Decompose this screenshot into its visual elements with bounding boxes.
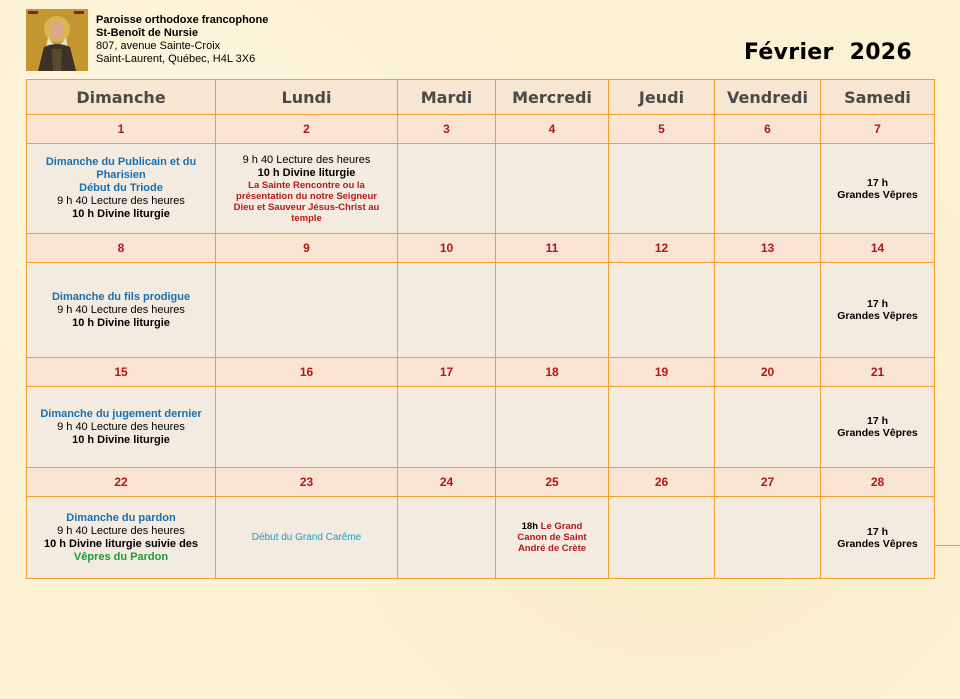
event-liturgy: 10 h Divine liturgie <box>72 316 170 329</box>
event-title: Dimanche du fils prodigue <box>51 290 191 303</box>
day-cell <box>216 387 398 468</box>
event-time: 17 h <box>866 176 888 189</box>
day-cell-saturday <box>821 144 935 234</box>
weekday-sunday: Dimanche <box>27 80 216 115</box>
parish-street: 807, avenue Sainte-Croix <box>96 40 221 52</box>
events-row <box>27 263 935 358</box>
day-cell <box>398 387 496 468</box>
date-number: 21 <box>821 358 935 387</box>
weekday-friday: Vendredi <box>715 80 821 115</box>
date-number: 8 <box>27 234 216 263</box>
date-number: 18 <box>496 358 609 387</box>
event-time: 17 h <box>866 415 888 427</box>
date-number: 2 <box>216 115 398 144</box>
event-time: 18h <box>521 521 539 532</box>
day-cell <box>398 144 496 234</box>
date-number: 1 <box>27 115 216 144</box>
date-number: 23 <box>216 468 398 497</box>
day-cell <box>609 144 715 234</box>
event-hours: 9 h 40 Lecture des heures <box>57 420 185 433</box>
event-title: Dimanche du Publicain et du Pharisien <box>45 156 197 181</box>
day-cell-sunday <box>27 387 216 468</box>
day-cell <box>715 144 821 234</box>
day-cell <box>715 497 821 579</box>
weekday-saturday: Samedi <box>821 80 935 115</box>
day-cell-sunday <box>27 497 216 579</box>
event-liturgy: 10 h Divine liturgie <box>257 166 356 179</box>
event-liturgy: 10 h Divine liturgie <box>72 208 170 220</box>
event-liturgy: 10 h Divine liturgie suivie des <box>43 537 199 550</box>
event-title: Le Grand Canon de Saint André de Crète <box>517 521 587 554</box>
event-liturgy: 10 h Divine liturgie <box>72 433 170 446</box>
day-cell-sunday <box>27 263 216 358</box>
weekday-wednesday: Mercredi <box>496 80 609 115</box>
day-cell <box>715 263 821 358</box>
date-number: 4 <box>496 115 609 144</box>
events-row <box>27 387 935 468</box>
day-cell-saturday <box>821 497 935 579</box>
year: 2026 <box>849 40 913 65</box>
date-number: 3 <box>398 115 496 144</box>
date-number: 11 <box>496 234 609 263</box>
event-title: Dimanche du jugement dernier <box>40 407 202 420</box>
day-cell-sunday <box>27 144 216 234</box>
date-number: 26 <box>609 468 715 497</box>
event-vespers-pardon: Vêpres du Pardon <box>73 550 169 563</box>
event-vespers: Grandes Vêpres <box>837 427 918 439</box>
day-cell-monday <box>216 144 398 234</box>
parish-patron: St-Benoît de Nursie <box>96 27 199 39</box>
weekday-thursday: Jeudi <box>609 80 715 115</box>
date-number: 12 <box>609 234 715 263</box>
date-number: 19 <box>609 358 715 387</box>
event-feast: La Sainte Rencontre ou la présentation du notre Seigneur Dieu et Sauveur Jésus-Christ au temple <box>233 179 380 224</box>
divider-line <box>935 545 960 546</box>
day-cell <box>609 387 715 468</box>
date-number: 28 <box>821 468 935 497</box>
day-cell <box>496 387 609 468</box>
date-number: 27 <box>715 468 821 497</box>
event-hours: 9 h 40 Lecture des heures <box>57 303 185 316</box>
date-number: 22 <box>27 468 216 497</box>
date-number: 24 <box>398 468 496 497</box>
day-cell-saturday <box>821 263 935 358</box>
event-vespers: Grandes Vêpres <box>837 537 918 550</box>
saint-icon-image <box>26 9 88 71</box>
event-lent-start: Début du Grand Carême <box>251 532 362 543</box>
event-time: 17 h <box>866 525 888 538</box>
weekday-tuesday: Mardi <box>398 80 496 115</box>
event-time: 17 h <box>866 298 888 310</box>
day-cell <box>496 263 609 358</box>
parish-city: Saint-Laurent, Québec, H4L 3X6 <box>96 53 256 65</box>
event-vespers: Grandes Vêpres <box>837 310 918 322</box>
day-cell <box>216 263 398 358</box>
date-number: 16 <box>216 358 398 387</box>
day-cell <box>609 497 715 579</box>
event-hours: 9 h 40 Lecture des heures <box>57 195 185 207</box>
date-number: 17 <box>398 358 496 387</box>
day-cell <box>715 387 821 468</box>
month-title <box>744 40 912 65</box>
event-great-canon <box>496 521 608 554</box>
event-hours: 9 h 40 Lecture des heures <box>242 153 371 166</box>
date-number: 13 <box>715 234 821 263</box>
date-number: 15 <box>27 358 216 387</box>
date-row <box>27 468 935 497</box>
date-row <box>27 234 935 263</box>
events-row <box>27 497 935 579</box>
weekday-header-row <box>27 80 935 115</box>
event-subtitle: Début du Triode <box>79 182 163 194</box>
date-number: 10 <box>398 234 496 263</box>
day-cell-monday <box>216 497 398 579</box>
date-number: 20 <box>715 358 821 387</box>
events-row <box>27 144 935 234</box>
date-row <box>27 358 935 387</box>
date-number: 25 <box>496 468 609 497</box>
day-cell-saturday <box>821 387 935 468</box>
date-number: 9 <box>216 234 398 263</box>
date-number: 7 <box>821 115 935 144</box>
date-number: 14 <box>821 234 935 263</box>
date-number: 5 <box>609 115 715 144</box>
parish-name: Paroisse orthodoxe francophone <box>96 14 269 26</box>
day-cell <box>609 263 715 358</box>
month-name: Février <box>744 40 834 65</box>
calendar-table <box>26 79 935 579</box>
event-title: Dimanche du pardon <box>66 511 176 524</box>
event-vespers: Grandes Vêpres <box>837 188 918 201</box>
day-cell <box>398 263 496 358</box>
event-hours: 9 h 40 Lecture des heures <box>57 524 185 537</box>
date-row <box>27 115 935 144</box>
weekday-monday: Lundi <box>216 80 398 115</box>
parish-info <box>96 14 268 66</box>
date-number: 6 <box>715 115 821 144</box>
day-cell <box>496 144 609 234</box>
day-cell-wednesday <box>496 497 609 579</box>
day-cell <box>398 497 496 579</box>
